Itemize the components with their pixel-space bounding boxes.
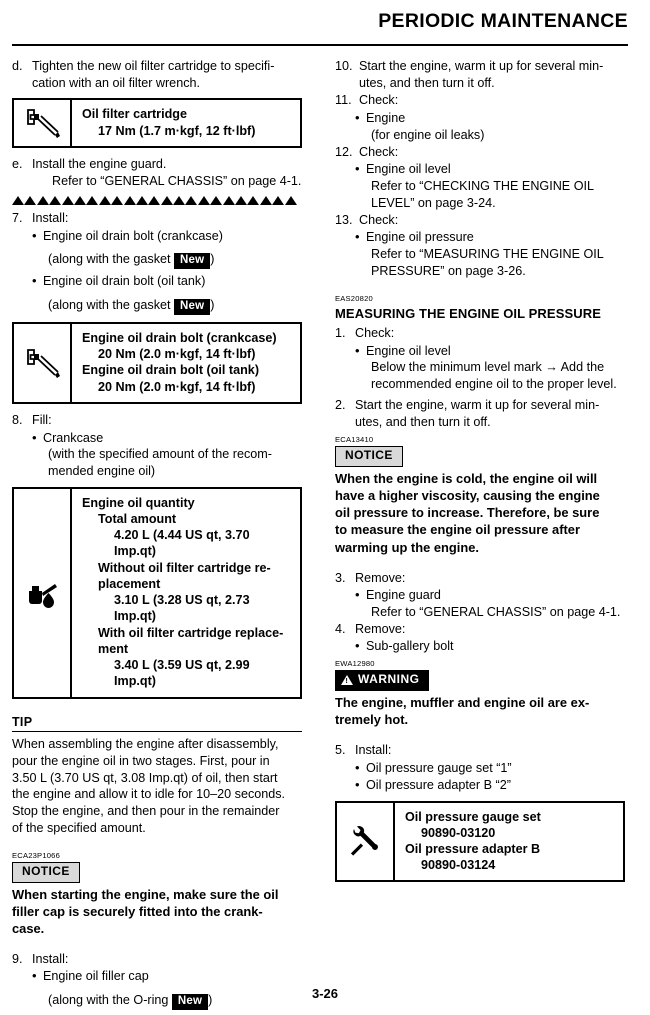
warning-line1: The engine, muffler and engine oil are ex-	[335, 695, 590, 711]
step-13	[335, 212, 625, 229]
spec-oil-qty-line2: Total amount	[98, 512, 177, 526]
notice-right-line5: warming up the engine.	[335, 539, 479, 555]
notice-right-line2: have a higher viscosity, causing the engine	[335, 488, 600, 504]
torque-wrench-icon	[14, 100, 72, 146]
step-11-title: Check:	[359, 93, 399, 108]
step-3-title: Remove:	[355, 570, 406, 585]
step-12	[335, 144, 625, 161]
spec-gauge-line1: Oil pressure gauge set	[405, 809, 541, 824]
step-12-title: Check:	[359, 144, 399, 159]
tip-line3: 3.50 L (3.70 US qt, 3.08 Imp.qt) of oil, then start	[12, 770, 278, 785]
spec-oil-qty-line6: 3.10 L (3.28 US qt, 2.73 Imp.qt)	[114, 593, 250, 624]
spec-drain-bolts-line3: Engine oil drain bolt (oil tank)	[82, 363, 260, 378]
notice-left-line1: When starting the engine, make sure the oil	[12, 886, 279, 902]
step-8-marker: 8.	[12, 412, 23, 427]
step-11-note: (for engine oil leaks)	[371, 127, 485, 142]
notice-label-right: NOTICE	[335, 446, 403, 467]
spec-drain-bolts-line4: 20 Nm (2.0 m·kgf, 14 ft·lbf)	[98, 379, 256, 394]
tip-body	[12, 736, 302, 836]
spec-oil-qty-line8: ment	[98, 641, 129, 656]
tip-line6: of the specified amount.	[12, 820, 146, 835]
spec-box-oil-pressure-gauge	[335, 801, 625, 883]
step-13-title: Check:	[359, 212, 399, 227]
step-d-line1: Tighten the new oil filter cartridge to specifi-	[32, 59, 275, 73]
page-header: PERIODIC MAINTENANCE	[378, 10, 628, 32]
spec-oil-filter-line1: Oil filter cartridge	[82, 107, 187, 122]
step-1	[335, 325, 625, 342]
step-3	[335, 570, 625, 587]
notice-left-line2: filler cap is securely fitted into the crank-	[12, 903, 263, 919]
step-7-bullet-2-note-suffix: )	[210, 298, 215, 313]
notice-left-line3: case.	[12, 920, 45, 936]
warning-label	[335, 670, 429, 691]
bullet-dot: •	[355, 110, 360, 126]
step-5-bullet-2	[335, 777, 625, 794]
left-column	[12, 58, 302, 1010]
bullet-dot: •	[355, 776, 360, 792]
bullet-dot: •	[355, 587, 360, 603]
step-4-bullet-text: Sub-gallery bolt	[366, 639, 454, 654]
step-7-title: Install:	[32, 210, 69, 225]
step-7-bullet-1-note-prefix: (along with the gasket	[48, 252, 171, 267]
step-7-bullet-1-text: Engine oil drain bolt (crankcase)	[43, 228, 223, 243]
new-part-tag: New	[174, 299, 210, 315]
step-9-bullet	[12, 968, 302, 985]
notice-code-left: ECA23P1066	[12, 850, 61, 860]
step-9-note-prefix: (along with the O-ring	[48, 993, 169, 1008]
step-7-bullet-1	[12, 228, 302, 245]
spec-oil-qty-line3: 4.20 L (4.44 US qt, 3.70 Imp.qt)	[114, 528, 250, 559]
step-8-note-line2: mended engine oil)	[48, 464, 156, 479]
step-d-line2: cation with an oil filter wrench.	[32, 75, 200, 90]
step-9-title: Install:	[32, 951, 69, 966]
bullet-dot: •	[355, 161, 360, 177]
step-11-bullet-text: Engine	[366, 111, 406, 126]
notice-right-line4: to measure the engine oil pressure after	[335, 522, 580, 538]
step-12-note-line1: Refer to “CHECKING THE ENGINE OIL	[371, 179, 595, 194]
spec-gauge-line2: 90890-03120	[421, 825, 496, 840]
step-2-marker: 2.	[335, 397, 346, 412]
step-e	[12, 156, 302, 189]
step-5-marker: 5.	[335, 743, 346, 758]
step-2-line1: Start the engine, warm it up for several min-	[355, 397, 600, 412]
notice-text-right	[335, 470, 625, 555]
tip-line4: the engine and allow it to idle for 10–20 seconds.	[12, 787, 286, 802]
step-e-line1: Install the engine guard.	[32, 157, 167, 172]
step-11-marker: 11.	[335, 93, 352, 108]
step-11	[335, 92, 625, 109]
step-10	[335, 58, 625, 91]
spec-drain-bolts-line1: Engine oil drain bolt (crankcase)	[82, 330, 277, 345]
right-column	[335, 58, 625, 890]
step-13-note-line2: PRESSURE” on page 3-26.	[371, 263, 526, 278]
triangle-divider	[12, 196, 302, 205]
tip-line1: When assembling the engine after disassembly,	[12, 737, 279, 752]
step-12-bullet	[335, 161, 625, 178]
step-3-bullet-text: Engine guard	[366, 588, 441, 603]
bullet-dot: •	[32, 227, 37, 243]
step-8-title: Fill:	[32, 412, 52, 427]
step-1-bullet-text: Engine oil level	[366, 343, 451, 358]
step-9-marker: 9.	[12, 951, 23, 966]
step-12-bullet-text: Engine oil level	[366, 162, 451, 177]
step-7-bullet-1-note-suffix: )	[210, 252, 215, 267]
notice-text-left	[12, 886, 302, 937]
step-4-title: Remove:	[355, 621, 406, 636]
step-7-bullet-2-text: Engine oil drain bolt (oil tank)	[43, 274, 206, 289]
step-1-note-line2: recommended engine oil to the proper level.	[371, 377, 617, 392]
notice-right-line1: When the engine is cold, the engine oil will	[335, 471, 598, 487]
step-12-marker: 12.	[335, 144, 353, 159]
spec-oil-qty-line9: 3.40 L (3.59 US qt, 2.99 Imp.qt)	[114, 658, 250, 689]
step-2	[335, 397, 625, 430]
notice-right-line3: oil pressure to increase. Therefore, be sure	[335, 505, 600, 521]
spec-box-drain-bolts	[12, 322, 302, 404]
step-7-marker: 7.	[12, 210, 23, 225]
step-7	[12, 210, 302, 227]
torque-wrench-icon	[14, 324, 72, 402]
section-code: EAS20820	[335, 293, 373, 303]
step-8-note-line1: (with the specified amount of the recom-	[48, 447, 272, 462]
warning-label-text: WARNING	[358, 672, 420, 687]
step-11-bullet	[335, 110, 625, 127]
tip-line2: pour the engine oil in two stages. First, pour in	[12, 753, 270, 768]
spec-box-oil-filter-cartridge	[12, 98, 302, 148]
step-13-bullet-text: Engine oil pressure	[366, 230, 474, 245]
step-9	[12, 951, 302, 968]
step-5-bullet-1	[335, 760, 625, 777]
step-d	[12, 58, 302, 91]
step-d-marker: d.	[12, 59, 23, 73]
step-9-bullet-text: Engine oil filler cap	[43, 969, 149, 984]
spec-oil-qty-line4: Without oil filter cartridge re-	[98, 560, 271, 575]
step-3-marker: 3.	[335, 570, 346, 585]
step-13-marker: 13.	[335, 212, 353, 227]
step-7-bullet-2	[12, 273, 302, 290]
page-number: 3-26	[311, 986, 339, 1001]
step-1-title: Check:	[355, 325, 395, 340]
step-3-note: Refer to “GENERAL CHASSIS” on page 4-1.	[371, 605, 621, 619]
step-e-marker: e.	[12, 157, 23, 172]
step-10-line2: utes, and then turn it off.	[359, 75, 495, 90]
warning-line2: tremely hot.	[335, 712, 409, 728]
tip-line5: Stop the engine, and then pour in the remainder	[12, 804, 280, 819]
bullet-dot: •	[355, 342, 360, 358]
oil-can-icon	[14, 489, 72, 697]
step-7-bullet-2-note-prefix: (along with the gasket	[48, 298, 171, 313]
step-10-marker: 10.	[335, 59, 353, 73]
step-10-line1: Start the engine, warm it up for several min-	[359, 59, 604, 73]
bullet-dot: •	[355, 229, 360, 245]
spec-oil-qty-line5: placement	[98, 576, 161, 591]
bullet-dot: •	[355, 760, 360, 776]
step-8-bullet	[12, 430, 302, 447]
step-3-bullet	[335, 587, 625, 604]
spec-gauge-line4: 90890-03124	[421, 858, 496, 873]
step-13-note-line1: Refer to “MEASURING THE ENGINE OIL	[371, 247, 604, 262]
step-1-marker: 1.	[335, 325, 346, 340]
step-9-note-suffix: )	[208, 993, 213, 1008]
step-8-bullet-text: Crankcase	[43, 430, 104, 445]
step-2-line2: utes, and then turn it off.	[355, 414, 491, 429]
warning-text	[335, 694, 625, 728]
tip-label: TIP	[12, 714, 33, 729]
tip-divider	[12, 731, 302, 732]
step-1-bullet	[335, 343, 625, 360]
step-4-bullet	[335, 638, 625, 655]
step-5-title: Install:	[355, 743, 392, 758]
section-title: MEASURING THE ENGINE OIL PRESSURE	[335, 305, 601, 321]
step-13-bullet	[335, 229, 625, 246]
warning-triangle-icon	[341, 675, 353, 685]
notice-code-right: ECA13410	[335, 435, 374, 445]
warning-code: EWA12980	[335, 659, 375, 669]
bullet-dot: •	[32, 429, 37, 445]
spec-oil-qty-line1: Engine oil quantity	[82, 495, 195, 510]
step-7-bullet-2-note	[12, 297, 302, 315]
spec-oil-filter-line2: 17 Nm (1.7 m·kgf, 12 ft·lbf)	[98, 123, 256, 138]
step-5	[335, 742, 625, 759]
bullet-dot: •	[32, 273, 37, 289]
header-divider	[12, 44, 628, 46]
special-tool-icon	[337, 803, 395, 881]
step-5-bullet-2-text: Oil pressure adapter B “2”	[366, 777, 511, 792]
step-4	[335, 621, 625, 638]
spec-oil-qty-line7: With oil filter cartridge replace-	[98, 625, 284, 640]
new-part-tag: New	[172, 994, 208, 1010]
step-7-bullet-1-note	[12, 251, 302, 269]
spec-drain-bolts-line2: 20 Nm (2.0 m·kgf, 14 ft·lbf)	[98, 347, 256, 362]
notice-label-left: NOTICE	[12, 862, 80, 883]
step-e-line2: Refer to “GENERAL CHASSIS” on page 4-1.	[52, 174, 302, 189]
step-1-note-line1: Below the minimum level mark → Add the	[371, 360, 605, 375]
step-5-bullet-1-text: Oil pressure gauge set “1”	[366, 761, 512, 776]
step-8	[12, 412, 302, 429]
bullet-dot: •	[355, 638, 360, 654]
step-4-marker: 4.	[335, 621, 346, 636]
new-part-tag: New	[174, 253, 210, 269]
spec-gauge-line3: Oil pressure adapter B	[405, 841, 541, 856]
step-12-note-line2: LEVEL” on page 3-24.	[371, 195, 496, 210]
bullet-dot: •	[32, 968, 37, 984]
spec-box-engine-oil-quantity	[12, 487, 302, 699]
